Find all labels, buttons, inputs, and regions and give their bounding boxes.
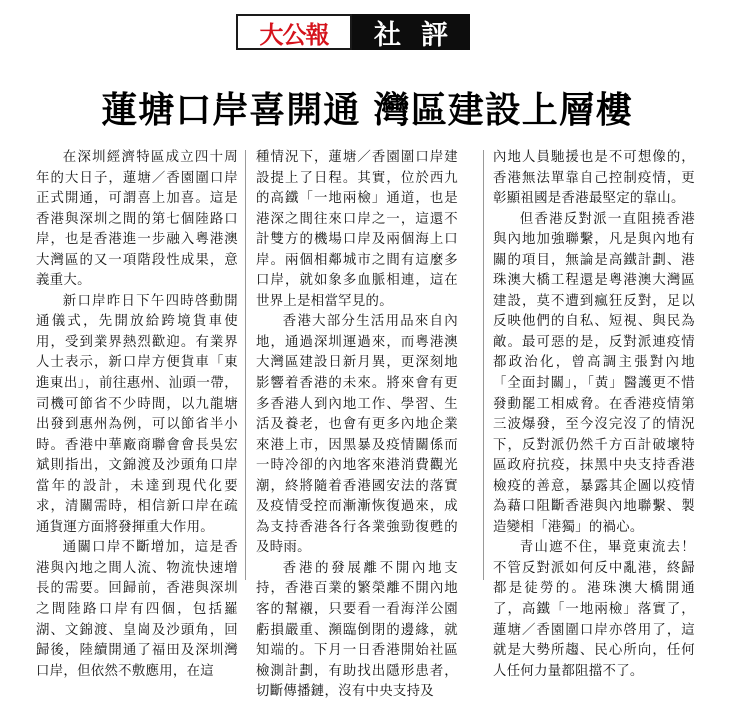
article-column-3 — [493, 148, 695, 679]
paragraph: 香港大部分生活用品來自內地，通過深圳運過來，而粵港澳大灣區建設日新月異，更深刻地影響着香港的未來。將來會有更多香港人到內地工作、學習、生活及養老，也會有更多內地企業來港上市，因黑暴及疫情關係而一時冷卻的內地客來港消費觀光潮，終將隨着香港國安法的落實及疫情受控而漸漸恢復過來，成為支持香港各行各業強勁復甦的及時雨。 — [256, 314, 458, 556]
paragraph: 種情況下，蓮塘／香園圍口岸建設提上了日程。其實，位於西九的高鐵「一地兩檢」通道，也是港深之間往來口岸之一，這還不計雙方的機場口岸及兩個海上口岸。兩個相鄰城市之間有這麼多口岸，就如象多血脈相連，這在世界上是相當罕見的。 — [256, 150, 458, 309]
paragraph: 新口岸昨日下午四時啓動開通儀式，先開放給跨境貨車使用，受到業界熱烈歡迎。有業界人士表示，新口岸方便貨車「東進東出」，前往惠州、汕頭一帶，司機可節省不少時間，以九龍塘出發到惠州為例，可以節省半小時。香港中華廠商聯會會長吳宏斌則指出，文錦渡及沙頭角口岸當年的設計，未達到現代化要求，清關需時，相信新口岸在疏通貨運方面將發揮重大作用。 — [36, 293, 238, 535]
column-divider — [483, 150, 484, 580]
paragraph: 青山遮不住，畢竟東流去！不管反對派如何反中亂港，終歸都是徒勞的。港珠澳大橋開通了，高鐵「一地兩檢」落實了，蓮塘／香園圍口岸亦啓用了，這就是大勢所趨、民心所向，任何人任何力量都阻擋不了。 — [493, 540, 695, 679]
paragraph: 在深圳經濟特區成立四十周年的大日子，蓮塘／香園圍口岸正式開通，可謂喜上加喜。這是香港與深圳之間的第七個陸路口岸，也是香港進一步融入粵港澳大灣區的又一項階段性成果，意義重大。 — [36, 150, 238, 289]
newspaper-logo: 大公報 — [236, 14, 352, 50]
paragraph: 內地人員馳援也是不可想像的，香港無法單靠自己控制疫情，更彰顯祖國是香港最堅定的靠山。 — [493, 150, 695, 207]
editorial-masthead — [236, 14, 470, 50]
headline: 蓮塘口岸喜開通 灣區建設上層樓 — [101, 90, 633, 131]
column-divider — [245, 150, 246, 580]
paragraph: 香港的發展離不開內地支持，香港百業的繁榮離不開內地客的幫襯，只要看一看海洋公園虧損嚴重、瀕臨倒閉的邊緣，就知端的。下月一日香港開始社區檢測計劃，有助找出隱形患者，切斷傳播鏈，沒有中央支持及 — [256, 560, 458, 700]
paragraph: 通關口岸不斷增加，這是香港與內地之間人流、物流快速增長的需要。回歸前，香港與深圳之間陸路口岸有四個，包括羅湖、文錦渡、皇崗及沙頭角，回歸後，陸續開通了福田及深圳灣口岸，但依然不敷應用，在這 — [36, 540, 238, 679]
editorial-section-label: 社評 — [352, 14, 470, 50]
article-column-1 — [36, 148, 238, 679]
paragraph: 但香港反對派一直阻撓香港與內地加強聯繫，凡是與內地有關的項目，無論是高鐵計劃、港珠澳大橋工程還是粵港澳大灣區建設，莫不遭到瘋狂反對，足以反映他們的自私、短視、與民為敵。最可惡的是，反對派連疫情都政治化，曾高調主張對內地「全面封關」，「黃」醫護更不惜發動罷工相威脅。在香港疫情第三波爆發，至今沒完沒了的情況下，反對派仍然千方百計破壞特區政府抗疫，抹黑中央支持香港檢疫的善意，暴露其企圖以疫情為藉口阻斷香港與內地聯繫、製造變相「港獨」的禍心。 — [493, 211, 695, 535]
article-column-2 — [256, 148, 458, 700]
